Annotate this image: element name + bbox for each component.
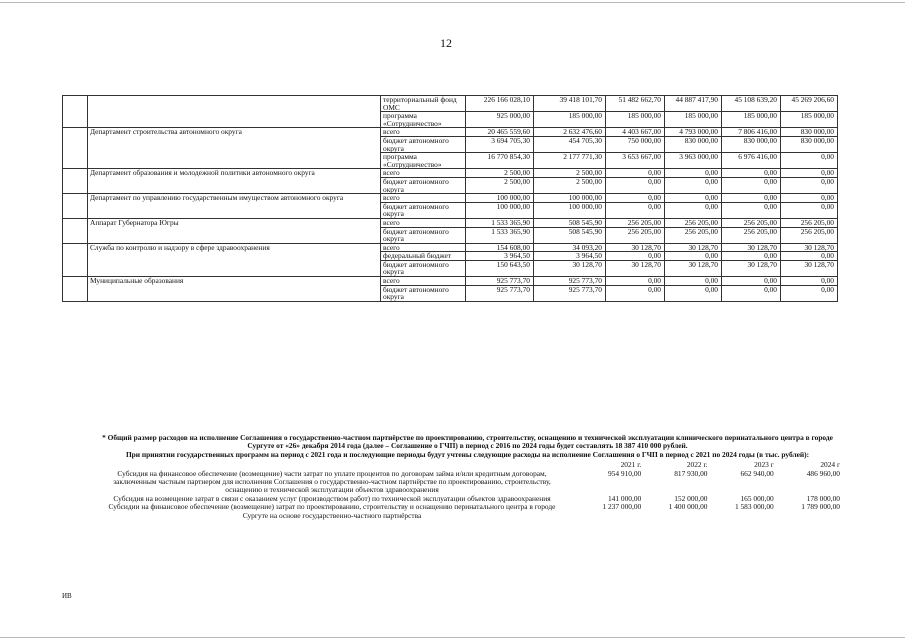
amount-cell: 1 533 365,90 <box>466 218 534 227</box>
amount-cell: 0,00 <box>722 277 781 286</box>
amount-cell: 0,00 <box>722 285 781 301</box>
amount-cell: 3 964,50 <box>466 252 534 261</box>
footer-initials: ИВ <box>62 592 72 600</box>
amount-cell: 925 773,70 <box>534 277 606 286</box>
amount-cell: 20 465 559,60 <box>466 128 534 137</box>
amount-cell: 100 000,00 <box>466 194 534 203</box>
subsidy-amount: 152 000,00 <box>674 493 708 503</box>
amount-cell: 39 418 101,70 <box>534 96 606 112</box>
amount-cell: 0,00 <box>665 194 722 203</box>
row-blank-cell <box>63 277 88 302</box>
subsidy-row <box>95 470 840 495</box>
amount-cell: 925 773,70 <box>466 277 534 286</box>
funding-source-cell: всего <box>381 243 466 252</box>
amount-cell: 3 653 667,00 <box>606 153 665 169</box>
amount-cell: 0,00 <box>781 285 838 301</box>
table-row <box>63 218 838 227</box>
table-row <box>63 96 838 112</box>
funding-source-cell: бюджет автономного округа <box>381 177 466 193</box>
amount-cell: 45 108 639,20 <box>722 96 781 112</box>
amount-cell: 45 269 206,60 <box>781 96 838 112</box>
row-blank-cell <box>63 243 88 276</box>
amount-cell: 51 482 662,70 <box>606 96 665 112</box>
amount-cell: 0,00 <box>781 194 838 203</box>
amount-cell: 0,00 <box>781 202 838 218</box>
programs-note: При принятии государственных программ на период с 2021 года и последующие периоды будут учтены следующие расходы на исполнение Соглашения о ГЧП в период с 2021 по 2024 годы (в тыс. рублей): <box>125 449 810 459</box>
subsidy-label: Субсидия на финансовое обеспечение (возмещение) части затрат по уплате процентов по договорам займа и/или кредитным договорам, заключенным частным партнером для исполнения Соглашения о государственно-частном партнёрстве по проектированию, строительству, оснащению и технической эксплуатации объектов здравоохранения <box>113 468 551 495</box>
notes-section <box>95 434 840 520</box>
amount-cell: 0,00 <box>665 169 722 178</box>
amount-cell: 830 000,00 <box>781 128 838 137</box>
amount-cell: 30 128,70 <box>722 260 781 276</box>
amount-cell: 0,00 <box>606 194 665 203</box>
funding-source-cell: территориальный фонд ОМС <box>381 96 466 112</box>
department-cell: Служба по контролю и надзору в сфере здравоохранения <box>88 243 381 276</box>
amount-cell: 100 000,00 <box>534 202 606 218</box>
department-cell: Департамент образования и молодежной политики автономного округа <box>88 169 381 194</box>
funding-source-cell: федеральный бюджет <box>381 252 466 261</box>
funding-source-cell: всего <box>381 277 466 286</box>
amount-cell: 830 000,00 <box>722 136 781 152</box>
subsidy-amount: 662 940,00 <box>740 468 774 478</box>
scan-bottom-edge <box>0 637 905 638</box>
amount-cell: 2 177 771,30 <box>534 153 606 169</box>
subsidy-amount: 1 583 000,00 <box>734 502 774 512</box>
amount-cell: 30 128,70 <box>665 243 722 252</box>
amount-cell: 256 205,00 <box>606 218 665 227</box>
page-number: 12 <box>440 36 452 50</box>
row-blank-cell <box>63 218 88 243</box>
funding-source-cell: всего <box>381 218 466 227</box>
amount-cell: 0,00 <box>606 177 665 193</box>
amount-cell: 185 000,00 <box>534 112 606 128</box>
subsidy-label: Субсидия на возмещение затрат в связи с оказанием услуг (производством работ) по технической эксплуатации объектов здравоохранения <box>113 493 551 503</box>
amount-cell: 7 806 416,00 <box>722 128 781 137</box>
amount-cell: 0,00 <box>781 252 838 261</box>
amount-cell: 185 000,00 <box>665 112 722 128</box>
amount-cell: 30 128,70 <box>781 260 838 276</box>
amount-cell: 185 000,00 <box>781 112 838 128</box>
amount-cell: 454 705,30 <box>534 136 606 152</box>
department-cell: Департамент строительства автономного округа <box>88 128 381 169</box>
amount-cell: 3 694 705,30 <box>466 136 534 152</box>
amount-cell: 30 128,70 <box>781 243 838 252</box>
amount-cell: 30 128,70 <box>606 260 665 276</box>
amount-cell: 0,00 <box>606 169 665 178</box>
amount-cell: 256 205,00 <box>665 218 722 227</box>
amount-cell: 30 128,70 <box>722 243 781 252</box>
funding-source-cell: всего <box>381 194 466 203</box>
row-blank-cell <box>63 169 88 194</box>
amount-cell: 830 000,00 <box>665 136 722 152</box>
row-blank-cell <box>63 128 88 169</box>
amount-cell: 256 205,00 <box>606 227 665 243</box>
amount-cell: 0,00 <box>665 252 722 261</box>
amount-cell: 0,00 <box>722 202 781 218</box>
amount-cell: 0,00 <box>781 277 838 286</box>
amount-cell: 256 205,00 <box>722 218 781 227</box>
expenses-table <box>62 95 838 302</box>
subsidy-amount: 1 400 000,00 <box>668 502 708 512</box>
amount-cell: 0,00 <box>781 169 838 178</box>
amount-cell: 256 205,00 <box>665 227 722 243</box>
amount-cell: 185 000,00 <box>606 112 665 128</box>
amount-cell: 30 128,70 <box>606 243 665 252</box>
amount-cell: 0,00 <box>606 202 665 218</box>
amount-cell: 256 205,00 <box>781 227 838 243</box>
amount-cell: 0,00 <box>781 153 838 169</box>
amount-cell: 508 545,90 <box>534 218 606 227</box>
table-row <box>63 277 838 286</box>
amount-cell: 100 000,00 <box>534 194 606 203</box>
amount-cell: 3 963 000,00 <box>665 153 722 169</box>
amount-cell: 0,00 <box>665 202 722 218</box>
amount-cell: 0,00 <box>665 277 722 286</box>
amount-cell: 750 000,00 <box>606 136 665 152</box>
row-blank-cell <box>63 96 88 128</box>
amount-cell: 2 500,00 <box>466 177 534 193</box>
amount-cell: 0,00 <box>665 285 722 301</box>
department-cell: Муниципальные образования <box>88 277 381 302</box>
amount-cell: 0,00 <box>665 177 722 193</box>
amount-cell: 925 773,70 <box>466 285 534 301</box>
amount-cell: 0,00 <box>606 252 665 261</box>
funding-source-cell: всего <box>381 128 466 137</box>
amount-cell: 30 128,70 <box>534 260 606 276</box>
amount-cell: 150 643,50 <box>466 260 534 276</box>
total-expenses-note: * Общий размер расходов на исполнение Соглашения о государственно-частном партнёрстве по проектированию, строительству, оснащению и технической эксплуатации клинического перинатального центра в городе Сургуте от «26» декабря 2014 года (далее – Соглашение о ГЧП) в период с 2016 по 2024 годы будет составлять 18 387 410 000 рублей. <box>102 433 833 451</box>
table-row <box>63 128 838 137</box>
amount-cell: 226 166 028,10 <box>466 96 534 112</box>
amount-cell: 2 632 476,60 <box>534 128 606 137</box>
funding-source-cell: программа «Сотрудничество» <box>381 112 466 128</box>
amount-cell: 154 608,00 <box>466 243 534 252</box>
amount-cell: 2 500,00 <box>534 177 606 193</box>
subsidy-amount: 817 930,00 <box>674 468 708 478</box>
year-header: 2024 г <box>820 460 840 470</box>
subsidy-amount: 954 910,00 <box>607 468 642 478</box>
subsidy-amount: 1 789 000,00 <box>801 502 840 512</box>
amount-cell: 0,00 <box>722 194 781 203</box>
funding-source-cell: бюджет автономного округа <box>381 202 466 218</box>
amount-cell: 256 205,00 <box>781 218 838 227</box>
amount-cell: 4 403 667,00 <box>606 128 665 137</box>
amount-cell: 6 976 416,00 <box>722 153 781 169</box>
subsidy-amount: 165 000,00 <box>740 493 774 503</box>
amount-cell: 34 093,20 <box>534 243 606 252</box>
amount-cell: 44 887 417,90 <box>665 96 722 112</box>
amount-cell: 185 000,00 <box>722 112 781 128</box>
amount-cell: 256 205,00 <box>722 227 781 243</box>
department-cell: Департамент по управлению государственным имуществом автономного округа <box>88 194 381 219</box>
table-row <box>63 194 838 203</box>
subsidy-amount: 1 237 000,00 <box>602 502 642 512</box>
amount-cell: 0,00 <box>722 177 781 193</box>
year-header: 2023 г <box>754 460 774 470</box>
amount-cell: 925 000,00 <box>466 112 534 128</box>
funding-source-cell: бюджет автономного округа <box>381 136 466 152</box>
department-cell: Аппарат Губернатора Югры <box>88 218 381 243</box>
subsidy-label: Субсидии на финансовое обеспечение (возмещение) затрат по проектированию, строительству и оснащению перинатального центра в городе Сургуте на основе государственно-частного партнёрства <box>108 502 556 520</box>
amount-cell: 925 773,70 <box>534 285 606 301</box>
amount-cell: 0,00 <box>606 285 665 301</box>
amount-cell: 1 533 365,90 <box>466 227 534 243</box>
amount-cell: 100 000,00 <box>466 202 534 218</box>
subsidies-table <box>95 461 840 520</box>
funding-source-cell: бюджет автономного округа <box>381 285 466 301</box>
scan-top-edge <box>0 2 905 3</box>
amount-cell: 0,00 <box>606 277 665 286</box>
subsidy-amount: 486 960,00 <box>806 468 840 478</box>
year-header: 2021 г. <box>620 460 642 470</box>
subsidy-amount: 141 000,00 <box>607 493 642 503</box>
amount-cell: 830 000,00 <box>781 136 838 152</box>
funding-source-cell: программа «Сотрудничество» <box>381 153 466 169</box>
funding-source-cell: бюджет автономного округа <box>381 260 466 276</box>
funding-source-cell: бюджет автономного округа <box>381 227 466 243</box>
funding-source-cell: всего <box>381 169 466 178</box>
table-row <box>63 169 838 178</box>
amount-cell: 0,00 <box>722 252 781 261</box>
row-blank-cell <box>63 194 88 219</box>
amount-cell: 0,00 <box>781 177 838 193</box>
year-header: 2022 г. <box>686 460 708 470</box>
amount-cell: 4 793 000,00 <box>665 128 722 137</box>
amount-cell: 508 545,90 <box>534 227 606 243</box>
amount-cell: 16 770 854,30 <box>466 153 534 169</box>
amount-cell: 30 128,70 <box>665 260 722 276</box>
amount-cell: 0,00 <box>722 169 781 178</box>
subsidy-amount: 178 000,00 <box>806 493 840 503</box>
amount-cell: 3 964,50 <box>534 252 606 261</box>
department-cell <box>88 96 381 128</box>
amount-cell: 2 500,00 <box>534 169 606 178</box>
subsidy-row <box>95 503 840 520</box>
amount-cell: 2 500,00 <box>466 169 534 178</box>
